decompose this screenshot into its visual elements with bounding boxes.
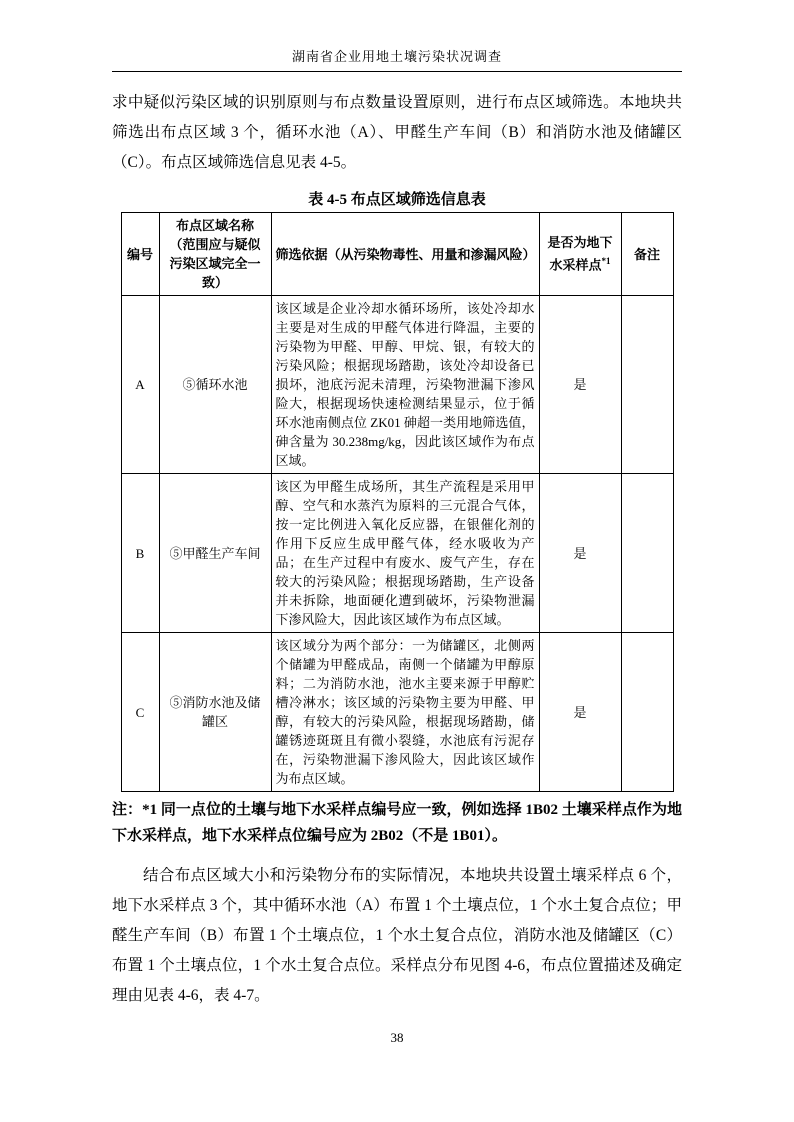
- table-row: [121, 296, 673, 474]
- row-groundwater: 是: [539, 633, 621, 792]
- table-header-row: [121, 213, 673, 296]
- row-id: B: [121, 474, 159, 633]
- page-header: [112, 46, 682, 72]
- table-footnote: 注：*1 同一点位的土壤与地下水采样点编号应一致，例如选择 1B02 土壤采样点作为地下水采样点，地下水采样点位编号应为 2B02（不是 1B01）。: [112, 802, 682, 844]
- row-remark: [621, 474, 673, 633]
- header-title: 湖南省企业用地土壤污染状况调查: [291, 49, 502, 64]
- closing-paragraph: 结合布点区域大小和污染物分布的实际情况，本地块共设置土壤采样点 6 个，地下水采样点 3 个，其中循环水池（A）布置 1 个土壤点位，1 个水土复合点位；甲醛生产车间（B）布置 1 个土壤点位，1 个水土复合点位，消防水池及储罐区（C）布置 1 个土壤点位，1 个水土复合点位。采样点分布见图 4-6，布点位置描述及确定理由见表 4-6，表 4-7。: [112, 867, 682, 1004]
- row-basis: 该区域分为两个部分：一为储罐区，北侧两个储罐为甲醛成品，南侧一个储罐为甲醇原料；二为消防水池，池水主要来源于甲醇贮槽冷淋水；该区域的污染物主要为甲醛、甲醇，有较大的污染风险，根据现场踏勘，储罐锈迹斑斑且有微小裂缝，水池底有污泥存在，污染物泄漏下渗风险大，因此该区域作为布点区域。: [271, 633, 539, 792]
- table-row: [121, 633, 673, 792]
- col-header-name: 布点区域名称（范围应与疑似污染区域完全一致）: [159, 213, 271, 296]
- row-area-name: ⑤消防水池及储罐区: [159, 633, 271, 792]
- footnote-marker: *1: [601, 256, 611, 267]
- row-area-name: ⑤循环水池: [159, 296, 271, 474]
- row-groundwater: 是: [539, 296, 621, 474]
- page-number: 38: [390, 1030, 404, 1045]
- row-basis: 该区域是企业冷却水循环场所，该处冷却水主要是对生成的甲醛气体进行降温，主要的污染物为甲醛、甲醇、甲烷、银，有较大的污染风险；根据现场踏勘，该处冷却设备已损坏，池底污泥未清理，污染物泄漏下渗风险大，根据现场快速检测结果显示，位于循环水池南侧点位 ZK01 砷超一类用地筛选值，砷含量为 30.238mg/kg，因此该区域作为布点区域。: [271, 296, 539, 474]
- row-remark: [621, 633, 673, 792]
- row-id: A: [121, 296, 159, 474]
- screening-table: [121, 212, 674, 792]
- row-basis: 该区为甲醛生成场所，其生产流程是采用甲醇、空气和水蒸汽为原料的三元混合气体，按一定比例进入氧化反应器，在银催化剂的作用下反应生成甲醛气体，经水吸收为产品；在生产过程中有废水、废气产生，存在较大的污染风险；根据现场踏勘，生产设备并未拆除，地面硬化遭到破坏，污染物泄漏下渗风险大，因此该区域作为布点区域。: [271, 474, 539, 633]
- row-remark: [621, 296, 673, 474]
- table-row: [121, 474, 673, 633]
- table-title: 表 4-5 布点区域筛选信息表: [308, 192, 486, 208]
- col-header-id: 编号: [121, 213, 159, 296]
- intro-paragraph: 求中疑似污染区域的识别原则与布点数量设置原则，进行布点区域筛选。本地块共筛选出布点区域 3 个，循环水池（A）、甲醛生产车间（B）和消防水池及储罐区（C）。布点区域筛选信息见表 4-5。: [112, 94, 682, 171]
- col-header-remark: 备注: [621, 213, 673, 296]
- col-header-basis: 筛选依据（从污染物毒性、用量和渗漏风险）: [271, 213, 539, 296]
- col-header-groundwater-text: 是否为地下水采样点: [547, 235, 613, 273]
- row-id: C: [121, 633, 159, 792]
- row-groundwater: 是: [539, 474, 621, 633]
- row-area-name: ⑤甲醛生产车间: [159, 474, 271, 633]
- col-header-groundwater: [539, 213, 621, 296]
